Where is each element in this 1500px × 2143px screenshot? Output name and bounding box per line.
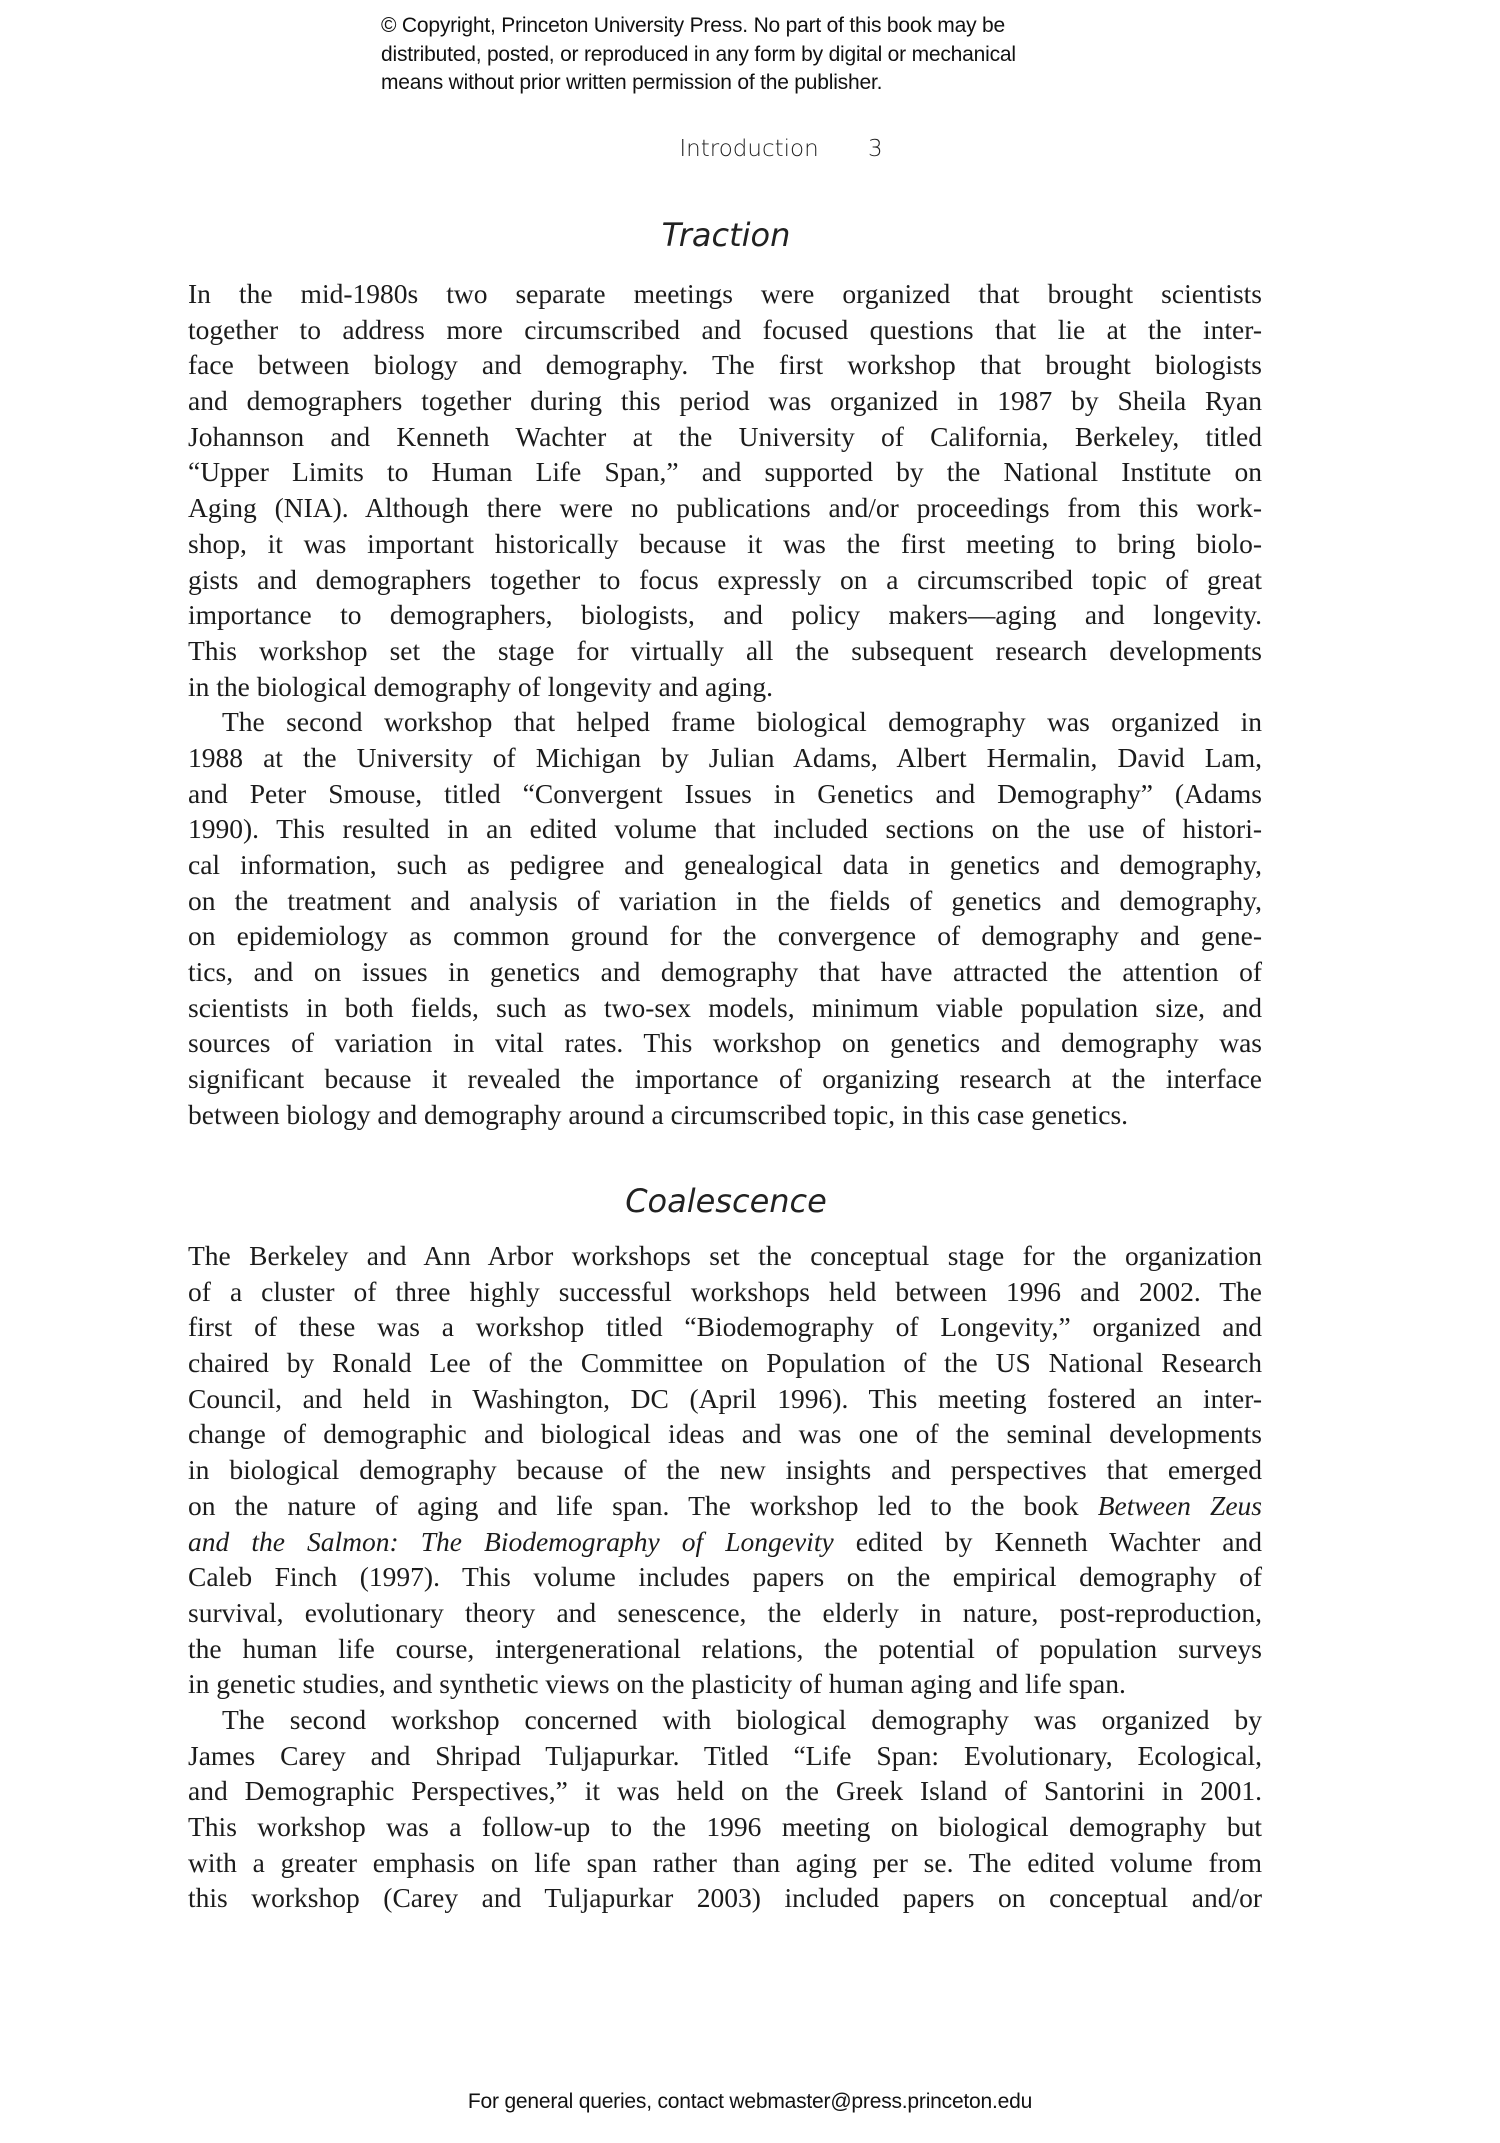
text-line: between biology and demography around a circumscribed topic, in this case genetics. [188, 1098, 1129, 1130]
paragraph [188, 704, 1262, 1132]
text-span: edited by Kenneth Wachter and [833, 1525, 1263, 1557]
copyright-line: © Copyright, Princeton University Press. No part of this book may be [381, 14, 1005, 37]
copyright-notice [381, 12, 1141, 98]
section-heading-traction: Traction [661, 216, 791, 254]
text-line: The second workshop concerned with biological demography was organized by [222, 1703, 1262, 1735]
text-line: first of these was a workshop titled “Biodemography of Longevity,” organized and [188, 1311, 1262, 1343]
text-line: James Carey and Shripad Tuljapurkar. Titled “Life Span: Evolutionary, Ecological, [188, 1739, 1262, 1771]
paragraph [188, 1702, 1262, 1916]
text-line: this workshop (Carey and Tuljapurkar 2003) included papers on conceptual and/or [188, 1882, 1262, 1914]
text-line: on epidemiology as common ground for the convergence of demography and gene- [188, 920, 1262, 952]
text-line: survival, evolutionary theory and senescence, the elderly in nature, post-reproduction, [188, 1596, 1262, 1628]
text-line: and Peter Smouse, titled “Convergent Issues in Genetics and Demography” (Adams [188, 777, 1262, 809]
text-line: and Demographic Perspectives,” it was held on the Greek Island of Santorini in 2001. [188, 1775, 1262, 1807]
text-line: the human life course, intergenerational relations, the potential of population surveys [188, 1632, 1262, 1664]
text-line: The second workshop that helped frame biological demography was organized in [222, 706, 1262, 738]
text-line: change of demographic and biological ideas and was one of the seminal developments [188, 1418, 1262, 1450]
copyright-line: distributed, posted, or reproduced in any form by digital or mechanical [381, 42, 1016, 66]
text-line: of a cluster of three highly successful workshops held between 1996 and 2002. The [188, 1275, 1262, 1307]
text-line: with a greater emphasis on life span rather than aging per se. The edited volume from [188, 1846, 1262, 1878]
text-line: Council, and held in Washington, DC (April 1996). This meeting fostered an inter- [188, 1382, 1262, 1414]
text-line: importance to demographers, biologists, and policy makers—aging and longevity. [188, 599, 1262, 631]
text-line: sources of variation in vital rates. This workshop on genetics and demography was [188, 1027, 1262, 1059]
text-line: gists and demographers together to focus expressly on a circumscribed topic of great [188, 563, 1262, 595]
text-line: face between biology and demography. The first workshop that brought biologists [188, 349, 1262, 381]
text-span: on the nature of aging and life span. The workshop led to the book [188, 1489, 1098, 1521]
book-title: and the Salmon: The Biodemography of Longevity [188, 1525, 834, 1557]
paragraph [188, 1238, 1262, 1702]
copyright-line: means without prior written permission of the publisher. [381, 71, 883, 94]
text-line: Caleb Finch (1997). This volume includes papers on the empirical demography of [188, 1561, 1262, 1593]
text-line: shop, it was important historically because it was the first meeting to bring biolo- [188, 527, 1262, 559]
text-line: significant because it revealed the importance of organizing research at the interface [188, 1063, 1262, 1095]
text-line: This workshop was a follow-up to the 1996 meeting on biological demography but [188, 1811, 1262, 1842]
text-line: chaired by Ronald Lee of the Committee on Population of the US National Research [188, 1347, 1262, 1379]
text-line: Johannson and Kenneth Wachter at the University of California, Berkeley, titled [188, 420, 1262, 452]
text-line: scientists in both fields, such as two-sex models, minimum viable population size, and [188, 991, 1262, 1023]
paragraph [188, 276, 1262, 704]
text-line [188, 1524, 1262, 1560]
text-line [188, 1488, 1262, 1524]
text-line: This workshop set the stage for virtually all the subsequent research developments [188, 634, 1262, 666]
text-line: in genetic studies, and synthetic views on the plasticity of human aging and life span. [188, 1668, 1126, 1700]
text-line: tics, and on issues in genetics and demography that have attracted the attention of [188, 956, 1262, 988]
footer-contact: For general queries, contact webmaster@press.princeton.edu [467, 2090, 1033, 2113]
text-line: “Upper Limits to Human Life Span,” and supported by the National Institute on [188, 456, 1262, 488]
text-line: The Berkeley and Ann Arbor workshops set the conceptual stage for the organization [188, 1240, 1262, 1271]
section-heading-coalescence: Coalescence [625, 1182, 827, 1220]
running-head [0, 136, 1500, 162]
section-body-coalescence [188, 1238, 1262, 1916]
text-line: in biological demography because of the new insights and perspectives that emerged [188, 1454, 1262, 1486]
text-line: and demographers together during this period was organized in 1987 by Sheila Ryan [188, 385, 1262, 417]
text-line: on the treatment and analysis of variation in the fields of genetics and demography, [188, 884, 1262, 916]
text-line: 1988 at the University of Michigan by Julian Adams, Albert Hermalin, David Lam, [188, 741, 1262, 773]
text-line: cal information, such as pedigree and genealogical data in genetics and demography, [188, 849, 1262, 880]
text-line: together to address more circumscribed and focused questions that lie at the inter- [188, 313, 1262, 345]
page-number: 3 [867, 136, 883, 162]
text-line: Aging (NIA). Although there were no publications and/or proceedings from this work- [188, 492, 1262, 524]
book-title: Between Zeus [1097, 1489, 1262, 1521]
text-line: in the biological demography of longevity and aging. [188, 670, 774, 702]
text-line: In the mid-1980s two separate meetings were organized that brought scientists [188, 278, 1262, 309]
text-line: 1990). This resulted in an edited volume that included sections on the use of histori- [188, 813, 1262, 845]
section-body-traction [188, 276, 1262, 1133]
running-head-title: Introduction [679, 136, 819, 162]
